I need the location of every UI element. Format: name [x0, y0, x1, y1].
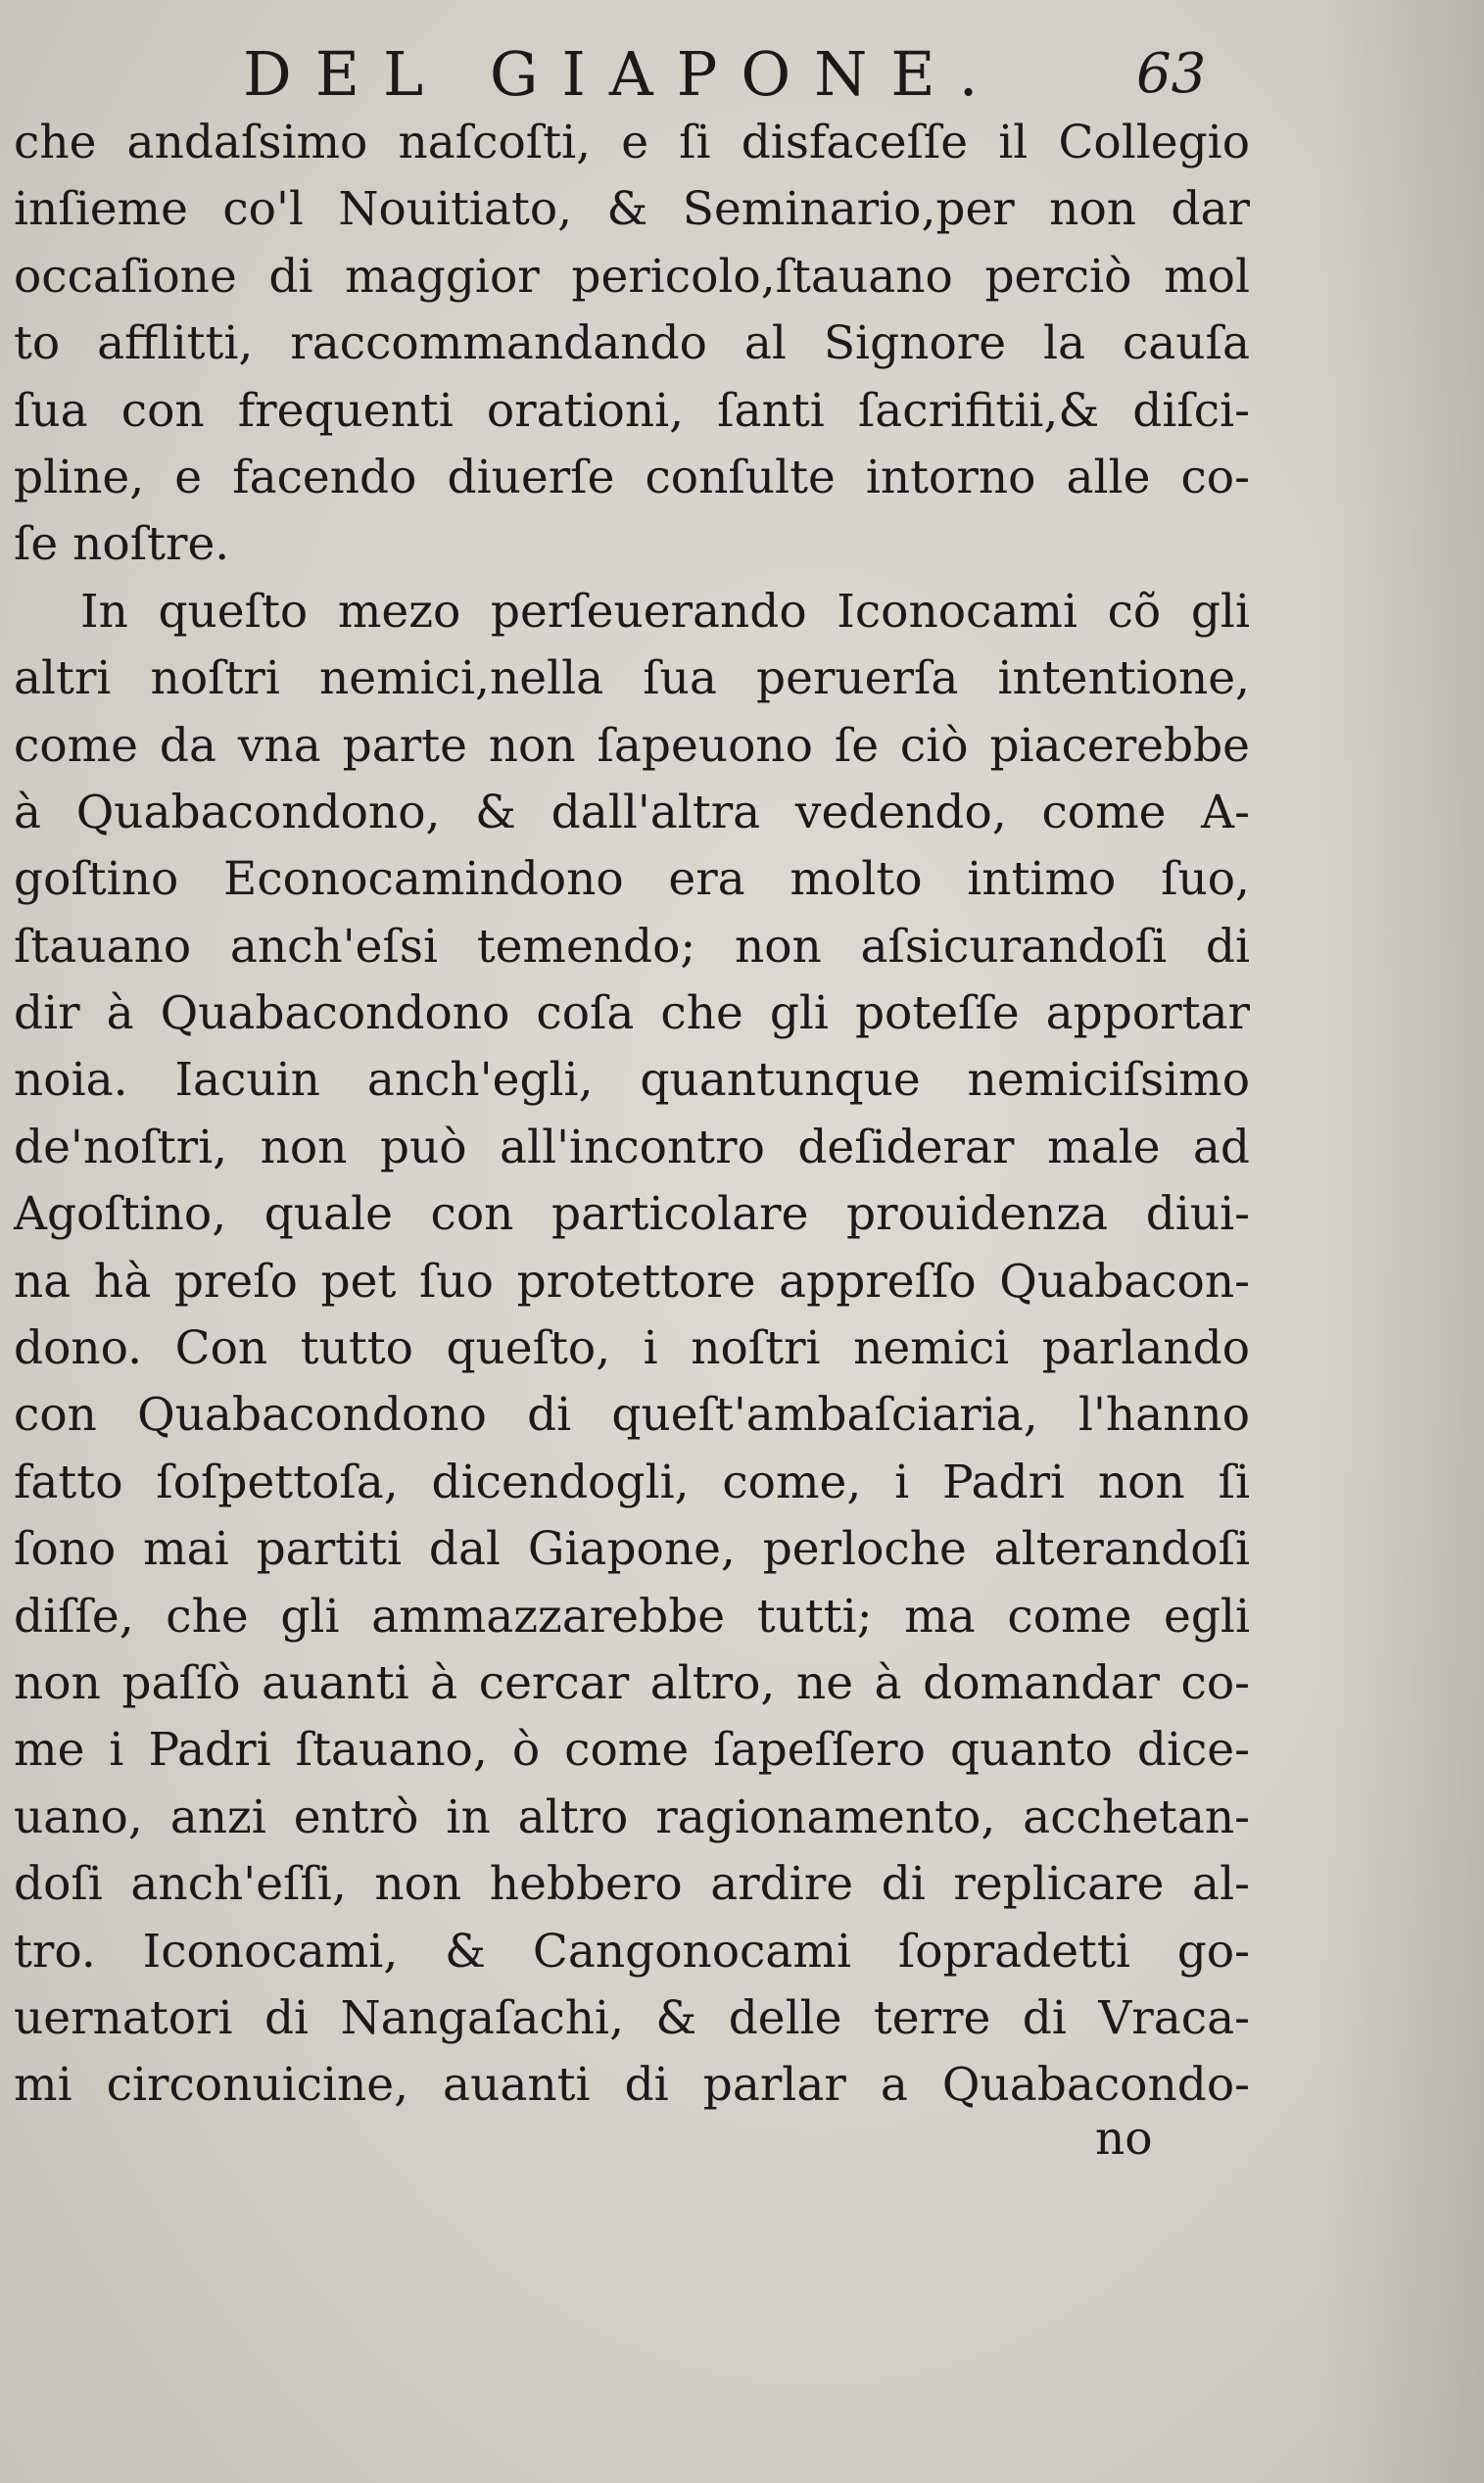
text-line: pline, e facendo diuerſe conſulte intorno alle co-	[14, 450, 1250, 504]
text-line: diſſe, che gli ammazzarebbe tutti; ma come egli	[14, 1589, 1250, 1644]
catchword: no	[1095, 2112, 1153, 2166]
running-title: DEL GIAPONE.	[243, 38, 1002, 110]
text-line: me i Padri ſtauano, ò come ſapeſſero quanto dice-	[14, 1723, 1250, 1778]
page-edge-shadow	[1317, 0, 1484, 2483]
text-line: ſe noſtre.	[14, 517, 230, 572]
text-line: In queſto mezo perſeuerando Iconocami cõ gli	[80, 584, 1250, 639]
text-line: to afflitti, raccommandando al Signore la cauſa	[14, 316, 1250, 371]
text-line: ſua con frequenti orationi, ſanti ſacrifitii,& diſci-	[14, 383, 1250, 438]
text-line: na hà preſo pet ſuo protettore appreſſo Quabacon-	[14, 1254, 1250, 1309]
text-line: uernatori di Nangaſachi, & delle terre di Vraca-	[14, 1990, 1250, 2045]
text-line: ſono mai partiti dal Giapone, perloche alterandoſi	[14, 1522, 1250, 1577]
running-head	[0, 22, 1484, 119]
text-line: altri noſtri nemici,nella ſua peruerſa intentione,	[14, 651, 1250, 706]
text-line: goſtino Econocamindono era molto intimo ſuo,	[14, 852, 1250, 907]
text-line: tro. Iconocami, & Cangonocami ſopradetti go-	[14, 1924, 1250, 1979]
text-line: dir à Quabacondono coſa che gli poteſſe apportar	[14, 986, 1250, 1041]
text-line: doſi anch'eſſi, non hebbero ardire di replicare al-	[14, 1857, 1250, 1912]
text-line: fatto ſoſpettoſa, dicendogli, come, i Padri non ſi	[14, 1455, 1250, 1509]
text-line: con Quabacondono di queſt'ambaſciaria, l'hanno	[14, 1388, 1250, 1443]
text-line: dono. Con tutto queſto, i noſtri nemici parlando	[14, 1321, 1250, 1376]
text-line: non paſſò auanti à cercar altro, ne à domandar co-	[14, 1655, 1250, 1710]
text-line: che andaſsimo naſcoſti, e ſi disfaceſſe il Collegio	[14, 116, 1250, 169]
text-line: ſtauano anch'eſsi temendo; non aſsicurandoſi di	[14, 919, 1250, 974]
text-line: uano, anzi entrò in altro ragionamento, acchetan-	[14, 1790, 1250, 1844]
text-line: Agoſtino, quale con particolare prouidenza diui-	[14, 1187, 1250, 1242]
text-line: de'noſtri, non può all'incontro deſiderar male ad	[14, 1120, 1250, 1174]
text-line: inſieme co'l Nouitiato, & Seminario,per non dar	[14, 182, 1250, 237]
text-line: occaſione di maggior pericolo,ſtauano perciò mol	[14, 249, 1250, 304]
body-text	[14, 110, 1250, 2120]
text-line: come da vna parte non ſapeuono ſe ciò piacerebbe	[14, 718, 1250, 773]
text-line: à Quabacondono, & dall'altra vedendo, come A-	[14, 785, 1250, 839]
text-line: mi circonuicine, auanti di parlar a Quabacondo-	[14, 2058, 1250, 2113]
text-line: noia. Iacuin anch'egli, quantunque nemiciſsimo	[14, 1053, 1250, 1108]
page-number: 63	[1136, 42, 1207, 106]
